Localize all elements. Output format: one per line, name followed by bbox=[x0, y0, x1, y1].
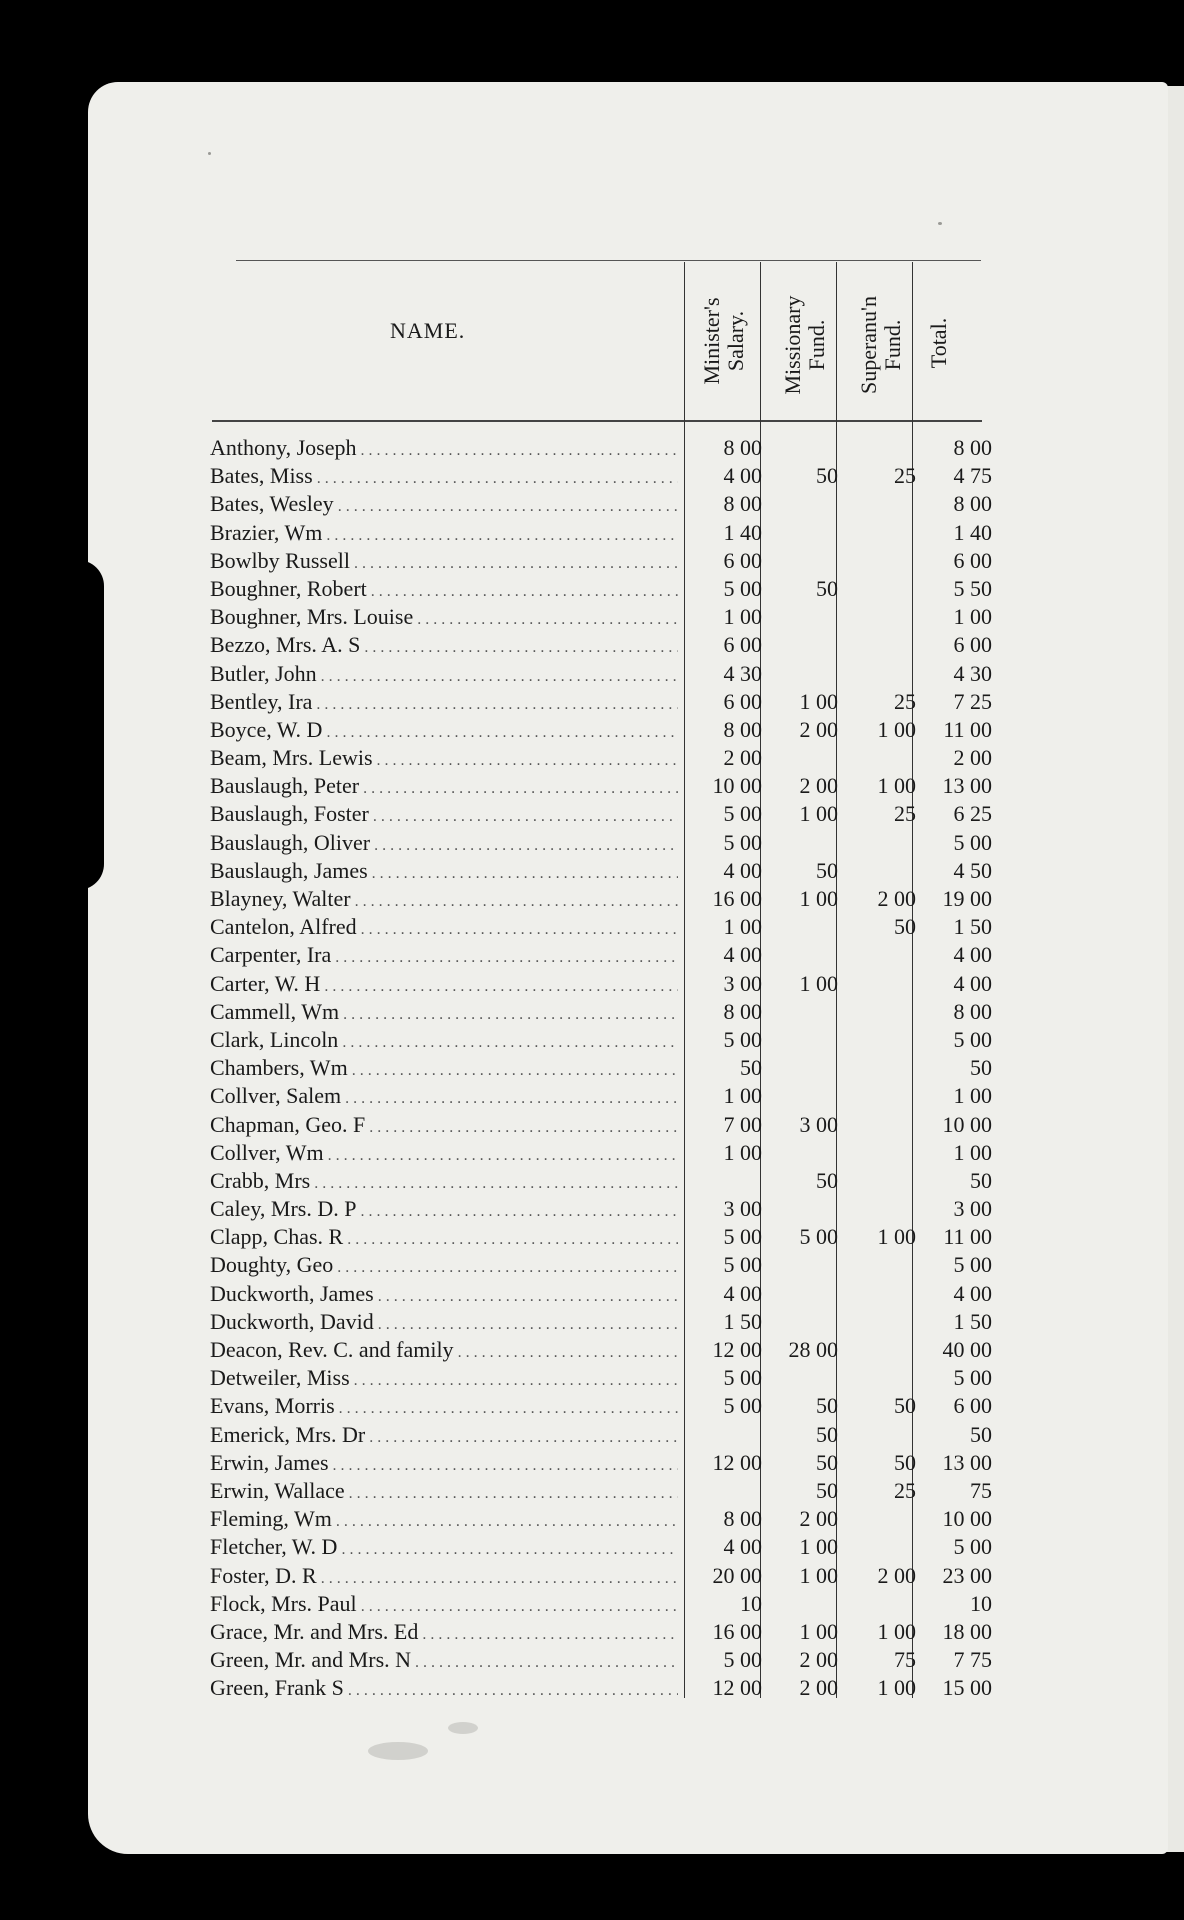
total-cell: 8 00 bbox=[953, 998, 992, 1024]
row-name: Duckworth, James . . . bbox=[210, 1280, 678, 1311]
ministers-salary-cell: 12 00 bbox=[712, 1337, 762, 1362]
row-name: Chapman, Geo. F . . . bbox=[210, 1111, 678, 1142]
superannuation-fund-cell: 1 00 bbox=[877, 773, 916, 799]
row-name: Bauslaugh, James . . . bbox=[210, 857, 678, 888]
row-name: Green, Frank S . . . bbox=[210, 1674, 678, 1705]
total-cell: 5 50 bbox=[953, 575, 992, 601]
total-cell: 1 50 bbox=[953, 914, 992, 940]
table-row bbox=[210, 913, 990, 941]
header-rule bbox=[212, 420, 982, 422]
row-name: Evans, Morris . . . bbox=[210, 1392, 678, 1423]
row-name: Blayney, Walter . . . bbox=[210, 885, 678, 916]
missionary-fund-cell: 2 00 bbox=[799, 716, 838, 742]
row-name: Bauslaugh, Foster . . . bbox=[210, 800, 678, 831]
total-cell: 23 00 bbox=[942, 1562, 992, 1588]
ministers-salary-cell: 8 00 bbox=[723, 491, 762, 517]
missionary-fund-cell: 2 00 bbox=[799, 1675, 838, 1701]
missionary-fund-cell: 28 00 bbox=[788, 1337, 838, 1362]
table-row bbox=[210, 1054, 990, 1082]
row-name: Emerick, Mrs. Dr . . . bbox=[210, 1421, 678, 1452]
total-cell: 6 00 bbox=[953, 547, 992, 573]
table-row bbox=[210, 1336, 990, 1364]
ministers-salary-cell: 4 00 bbox=[723, 1534, 762, 1560]
ministers-salary-cell: 12 00 bbox=[712, 1675, 762, 1701]
total-cell: 8 00 bbox=[953, 491, 992, 517]
table-row bbox=[210, 1674, 990, 1702]
table-row bbox=[210, 1223, 990, 1251]
total-cell: 5 00 bbox=[953, 1026, 992, 1052]
total-cell: 50 bbox=[970, 1421, 992, 1447]
row-name: Fleming, Wm . . . bbox=[210, 1505, 678, 1536]
ministers-salary-cell: 4 30 bbox=[723, 660, 762, 686]
table-row bbox=[210, 1562, 990, 1590]
row-name: Boyce, W. D . . . bbox=[210, 716, 678, 747]
subscription-table bbox=[210, 434, 990, 1702]
ministers-salary-cell: 1 00 bbox=[723, 604, 762, 630]
missionary-fund-cell: 1 00 bbox=[799, 1534, 838, 1560]
row-name: Butler, John . . . bbox=[210, 660, 678, 691]
ministers-salary-cell: 10 bbox=[740, 1590, 762, 1616]
row-name: Collver, Salem . . . bbox=[210, 1082, 678, 1113]
row-name: Bezzo, Mrs. A. S . . . bbox=[210, 631, 678, 662]
table-row bbox=[210, 1195, 990, 1223]
table-row bbox=[210, 1139, 990, 1167]
row-name: Duckworth, David . . . bbox=[210, 1308, 678, 1339]
total-cell: 6 00 bbox=[953, 632, 992, 658]
missionary-fund-cell: 50 bbox=[816, 1167, 838, 1193]
top-rule bbox=[236, 260, 981, 261]
table-row bbox=[210, 1111, 990, 1139]
table-row bbox=[210, 998, 990, 1026]
row-name: Bates, Wesley . . . bbox=[210, 490, 678, 521]
ministers-salary-cell: 1 00 bbox=[723, 914, 762, 940]
table-row bbox=[210, 857, 990, 885]
missionary-fund-cell: 5 00 bbox=[799, 1224, 838, 1250]
superannuation-fund-cell: 2 00 bbox=[877, 886, 916, 911]
missionary-fund-cell: 2 00 bbox=[799, 1506, 838, 1532]
total-cell: 1 00 bbox=[953, 604, 992, 630]
table-row bbox=[210, 744, 990, 772]
missionary-fund-cell: 2 00 bbox=[799, 773, 838, 799]
ministers-salary-cell: 1 40 bbox=[723, 519, 762, 545]
missionary-fund-cell: 3 00 bbox=[799, 1111, 838, 1137]
total-cell: 13 00 bbox=[942, 773, 992, 799]
superannuation-fund-cell: 25 bbox=[894, 463, 916, 489]
ministers-salary-cell: 8 00 bbox=[723, 435, 762, 460]
table-row bbox=[210, 519, 990, 547]
table-row bbox=[210, 1392, 990, 1420]
row-name: Detweiler, Miss . . . bbox=[210, 1364, 678, 1395]
total-cell: 5 00 bbox=[953, 1252, 992, 1278]
table-row bbox=[210, 462, 990, 490]
superannuation-fund-header: Superanu'n Fund. bbox=[856, 295, 905, 395]
row-name: Bauslaugh, Oliver . . . bbox=[210, 829, 678, 860]
ministers-salary-cell: 5 00 bbox=[723, 801, 762, 827]
table-row bbox=[210, 1364, 990, 1392]
superannuation-fund-cell: 50 bbox=[894, 914, 916, 940]
table-row bbox=[210, 772, 990, 800]
total-cell: 7 25 bbox=[953, 688, 992, 714]
ministers-salary-cell: 7 00 bbox=[723, 1111, 762, 1137]
missionary-fund-cell: 1 00 bbox=[799, 970, 838, 996]
row-name: Caley, Mrs. D. P . . . bbox=[210, 1195, 678, 1226]
missionary-fund-header: Missionary Fund. bbox=[780, 295, 829, 395]
total-cell: 11 00 bbox=[943, 1224, 992, 1250]
row-name: Clapp, Chas. R . . . bbox=[210, 1223, 678, 1254]
superannuation-fund-cell: 1 00 bbox=[877, 1618, 916, 1644]
row-name: Erwin, James . . . bbox=[210, 1449, 678, 1480]
ministers-salary-cell: 4 00 bbox=[723, 1280, 762, 1306]
missionary-fund-cell: 50 bbox=[816, 1449, 838, 1475]
total-cell: 40 00 bbox=[942, 1337, 992, 1362]
table-row bbox=[210, 1449, 990, 1477]
table-row bbox=[210, 1505, 990, 1533]
table-row bbox=[210, 603, 990, 631]
ministers-salary-cell: 20 00 bbox=[712, 1562, 762, 1588]
table-row bbox=[210, 800, 990, 828]
table-row bbox=[210, 885, 990, 913]
ministers-salary-cell: 1 00 bbox=[723, 1139, 762, 1165]
ministers-salary-cell: 5 00 bbox=[723, 1365, 762, 1391]
row-name: Doughty, Geo . . . bbox=[210, 1251, 678, 1282]
table-row bbox=[210, 941, 990, 969]
ministers-salary-cell: 5 00 bbox=[723, 1647, 762, 1673]
row-name: Brazier, Wm . . . bbox=[210, 519, 678, 550]
row-name: Boughner, Mrs. Louise . . . bbox=[210, 603, 678, 634]
ministers-salary-cell: 12 00 bbox=[712, 1449, 762, 1475]
page-notch bbox=[78, 560, 104, 890]
table-row bbox=[210, 1421, 990, 1449]
total-cell: 4 75 bbox=[953, 463, 992, 489]
table-row bbox=[210, 1618, 990, 1646]
table-row bbox=[210, 1082, 990, 1110]
total-cell: 5 00 bbox=[953, 1534, 992, 1560]
ministers-salary-cell: 6 00 bbox=[723, 547, 762, 573]
total-cell: 1 40 bbox=[953, 519, 992, 545]
total-header: Total. bbox=[926, 317, 951, 369]
row-name: Bates, Miss . . . bbox=[210, 462, 678, 493]
total-cell: 1 00 bbox=[953, 1139, 992, 1165]
ministers-salary-cell: 5 00 bbox=[723, 1224, 762, 1250]
table-row bbox=[210, 829, 990, 857]
row-name: Anthony, Joseph . . . bbox=[210, 434, 678, 465]
ministers-salary-cell: 4 00 bbox=[723, 857, 762, 883]
row-name: Collver, Wm . . . bbox=[210, 1139, 678, 1170]
table-row bbox=[210, 970, 990, 998]
table-row bbox=[210, 1167, 990, 1195]
total-cell: 4 00 bbox=[953, 970, 992, 996]
superannuation-fund-cell: 75 bbox=[894, 1647, 916, 1673]
row-name: Boughner, Robert . . . bbox=[210, 575, 678, 606]
row-name: Bentley, Ira . . . bbox=[210, 688, 678, 719]
row-name: Bauslaugh, Peter . . . bbox=[210, 772, 678, 803]
superannuation-fund-cell: 25 bbox=[894, 688, 916, 714]
total-cell: 13 00 bbox=[942, 1449, 992, 1475]
table-row bbox=[210, 575, 990, 603]
total-cell: 7 75 bbox=[953, 1647, 992, 1673]
missionary-fund-cell: 50 bbox=[816, 463, 838, 489]
missionary-fund-cell: 50 bbox=[816, 857, 838, 883]
ministers-salary-cell: 4 00 bbox=[723, 942, 762, 968]
row-name: Grace, Mr. and Mrs. Ed . . . bbox=[210, 1618, 678, 1649]
table-row bbox=[210, 547, 990, 575]
row-name: Cantelon, Alfred . . . bbox=[210, 913, 678, 944]
total-cell: 4 50 bbox=[953, 857, 992, 883]
ministers-salary-cell: 2 00 bbox=[723, 745, 762, 771]
ministers-salary-cell: 6 00 bbox=[723, 632, 762, 658]
total-cell: 4 00 bbox=[953, 1280, 992, 1306]
total-cell: 15 00 bbox=[942, 1675, 992, 1701]
ministers-salary-cell: 4 00 bbox=[723, 463, 762, 489]
row-name: Foster, D. R . . . bbox=[210, 1562, 678, 1593]
missionary-fund-cell: 2 00 bbox=[799, 1647, 838, 1673]
total-cell: 1 50 bbox=[953, 1308, 992, 1334]
total-cell: 4 00 bbox=[953, 942, 992, 968]
ministers-salary-cell: 1 50 bbox=[723, 1308, 762, 1334]
superannuation-fund-cell: 25 bbox=[894, 801, 916, 827]
row-name: Fletcher, W. D . . . bbox=[210, 1533, 678, 1564]
total-cell: 8 00 bbox=[953, 435, 992, 460]
ministers-salary-cell: 16 00 bbox=[712, 1618, 762, 1644]
total-cell: 2 00 bbox=[953, 745, 992, 771]
total-cell: 5 00 bbox=[953, 1365, 992, 1391]
row-name: Deacon, Rev. C. and family . . . bbox=[210, 1336, 678, 1367]
total-cell: 3 00 bbox=[953, 1196, 992, 1222]
missionary-fund-cell: 1 00 bbox=[799, 688, 838, 714]
table-row bbox=[210, 1477, 990, 1505]
ministers-salary-cell: 5 00 bbox=[723, 829, 762, 855]
total-cell: 50 bbox=[970, 1055, 992, 1081]
row-name: Carpenter, Ira . . . bbox=[210, 941, 678, 972]
total-cell: 18 00 bbox=[942, 1618, 992, 1644]
superannuation-fund-cell: 1 00 bbox=[877, 1675, 916, 1701]
name-column-header: NAME. bbox=[390, 318, 466, 343]
missionary-fund-cell: 50 bbox=[816, 1393, 838, 1419]
total-cell: 1 00 bbox=[953, 1083, 992, 1109]
row-name: Flock, Mrs. Paul . . . bbox=[210, 1590, 678, 1621]
ministers-salary-cell: 5 00 bbox=[723, 1393, 762, 1419]
superannuation-fund-cell: 25 bbox=[894, 1477, 916, 1503]
table-row bbox=[210, 490, 990, 518]
table-row bbox=[210, 1308, 990, 1336]
ministers-salary-cell: 6 00 bbox=[723, 688, 762, 714]
superannuation-fund-cell: 50 bbox=[894, 1449, 916, 1475]
total-cell: 4 30 bbox=[953, 660, 992, 686]
table-row bbox=[210, 1251, 990, 1279]
ministers-salary-cell: 8 00 bbox=[723, 716, 762, 742]
superannuation-fund-cell: 2 00 bbox=[877, 1562, 916, 1588]
ministers-salary-cell: 5 00 bbox=[723, 575, 762, 601]
total-cell: 19 00 bbox=[942, 886, 992, 911]
superannuation-fund-cell: 1 00 bbox=[877, 716, 916, 742]
total-cell: 6 00 bbox=[953, 1393, 992, 1419]
missionary-fund-cell: 1 00 bbox=[799, 801, 838, 827]
row-name: Chambers, Wm . . . bbox=[210, 1054, 678, 1085]
missionary-fund-cell: 1 00 bbox=[799, 886, 838, 911]
row-name: Beam, Mrs. Lewis . . . bbox=[210, 744, 678, 775]
row-name: Carter, W. H . . . bbox=[210, 970, 678, 1001]
ministers-salary-cell: 8 00 bbox=[723, 998, 762, 1024]
missionary-fund-cell: 50 bbox=[816, 1421, 838, 1447]
superannuation-fund-cell: 50 bbox=[894, 1393, 916, 1419]
table-row bbox=[210, 1646, 990, 1674]
total-cell: 10 bbox=[970, 1590, 992, 1616]
row-name: Clark, Lincoln . . . bbox=[210, 1026, 678, 1057]
row-name: Bowlby Russell . . . bbox=[210, 547, 678, 578]
ministers-salary-cell: 50 bbox=[740, 1055, 762, 1081]
ministers-salary-cell: 10 00 bbox=[712, 773, 762, 799]
superannuation-fund-cell: 1 00 bbox=[877, 1224, 916, 1250]
ministers-salary-cell: 3 00 bbox=[723, 970, 762, 996]
table-row bbox=[210, 1280, 990, 1308]
table-row bbox=[210, 1590, 990, 1618]
table-row bbox=[210, 434, 990, 462]
ministers-salary-cell: 5 00 bbox=[723, 1252, 762, 1278]
table-row bbox=[210, 1026, 990, 1054]
missionary-fund-cell: 1 00 bbox=[799, 1562, 838, 1588]
total-cell: 5 00 bbox=[953, 829, 992, 855]
row-name: Green, Mr. and Mrs. N . . . bbox=[210, 1646, 678, 1677]
ministers-salary-cell: 5 00 bbox=[723, 1026, 762, 1052]
ministers-salary-cell: 1 00 bbox=[723, 1083, 762, 1109]
row-name: Erwin, Wallace . . . bbox=[210, 1477, 678, 1508]
row-name: Crabb, Mrs . . . bbox=[210, 1167, 678, 1198]
ministers-salary-cell: 8 00 bbox=[723, 1506, 762, 1532]
ministers-salary-cell: 3 00 bbox=[723, 1196, 762, 1222]
missionary-fund-cell: 50 bbox=[816, 575, 838, 601]
total-cell: 10 00 bbox=[942, 1111, 992, 1137]
missionary-fund-cell: 50 bbox=[816, 1477, 838, 1503]
table-row bbox=[210, 1533, 990, 1561]
total-cell: 10 00 bbox=[942, 1506, 992, 1532]
ministers-salary-header: Minister's Salary. bbox=[699, 297, 748, 385]
total-cell: 6 25 bbox=[953, 801, 992, 827]
total-cell: 50 bbox=[970, 1167, 992, 1193]
table-row bbox=[210, 688, 990, 716]
total-cell: 75 bbox=[970, 1477, 992, 1503]
table-row bbox=[210, 660, 990, 688]
total-cell: 11 00 bbox=[943, 716, 992, 742]
row-name: Cammell, Wm . . . bbox=[210, 998, 678, 1029]
ministers-salary-cell: 16 00 bbox=[712, 886, 762, 911]
missionary-fund-cell: 1 00 bbox=[799, 1618, 838, 1644]
table-row bbox=[210, 716, 990, 744]
table-row bbox=[210, 631, 990, 659]
